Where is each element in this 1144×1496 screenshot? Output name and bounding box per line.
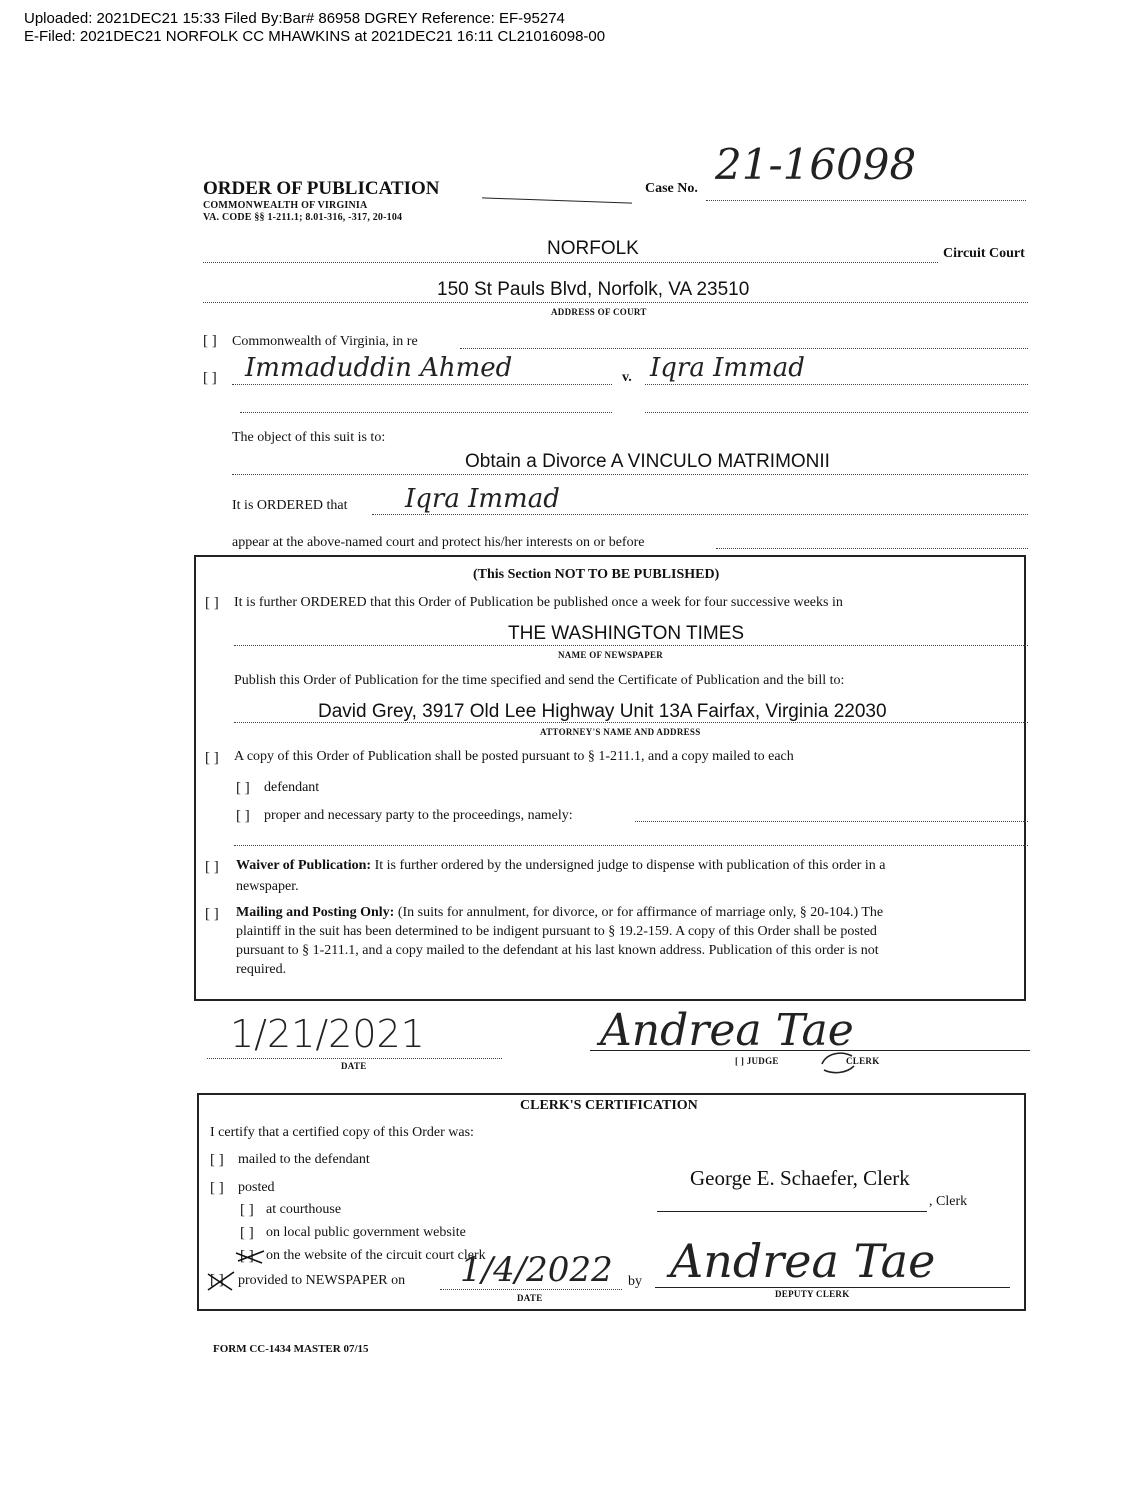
newspaper-checkbox[interactable]: [ ] <box>210 1272 224 1288</box>
clerk-checkmark <box>818 1048 858 1076</box>
provided-date: 1/4/2022 <box>460 1250 613 1290</box>
defendant-name: Iqra Immad <box>650 353 805 383</box>
publish-checkbox[interactable]: [ ] <box>205 595 219 611</box>
local-site-checkbox[interactable]: [ ] <box>240 1225 254 1241</box>
defendant-option: defendant <box>264 780 320 795</box>
suit-object: Obtain a Divorce A VINCULO MATRIMONII <box>465 451 830 472</box>
judge-caption: [ ] JUDGE <box>735 1056 779 1066</box>
section-heading: (This Section NOT TO BE PUBLISHED) <box>473 567 720 582</box>
local-site-option: on local public government website <box>266 1225 466 1240</box>
form-code: VA. CODE §§ 1-211.1; 8.01-316, -317, 20-104 <box>203 212 403 223</box>
plaintiff-line-2 <box>240 412 612 413</box>
case-no-line <box>706 200 1026 201</box>
clerk-suffix: , Clerk <box>929 1194 968 1209</box>
mailing-checkbox[interactable]: [ ] <box>205 906 219 922</box>
ordered-label: It is ORDERED that <box>232 498 348 513</box>
order-date: 1/21/2021 <box>230 1012 425 1056</box>
court-address-caption: ADDRESS OF COURT <box>551 307 647 317</box>
by-label: by <box>628 1274 642 1289</box>
cert-posted-checkbox[interactable]: [ ] <box>210 1180 224 1196</box>
deputy-caption: DEPUTY CLERK <box>775 1289 850 1299</box>
defendant-checkbox[interactable]: [ ] <box>236 780 250 796</box>
clerk-caption: CLERK <box>846 1056 880 1066</box>
ordered-party: Iqra Immad <box>405 484 560 514</box>
inre-line <box>460 348 1028 349</box>
circuit-site-checkbox[interactable]: [ ] <box>240 1248 254 1264</box>
newspaper-name: THE WASHINGTON TIMES <box>508 623 745 644</box>
bill-text: Publish this Order of Publication for the time specified and send the Certificate of Publication and the bill to: <box>234 673 845 688</box>
provided-date-caption: DATE <box>517 1293 543 1303</box>
newspaper-option: provided to NEWSPAPER on <box>238 1273 406 1288</box>
judge-signature: Andrea Tae <box>600 1005 854 1056</box>
party-line-2 <box>234 845 1028 846</box>
mailing-text-2: plaintiff in the suit has been determined to be indigent pursuant to § 19.2-159. A copy of this Order shall be posted <box>236 924 877 939</box>
mailing-text-4: required. <box>236 962 287 977</box>
commonwealth-checkbox[interactable]: [ ] <box>203 333 217 349</box>
order-date-line <box>207 1058 502 1059</box>
clerk-name: George E. Schaefer, Clerk <box>690 1166 910 1190</box>
mailing-paragraph <box>236 905 1016 921</box>
defendant-line <box>645 384 1028 385</box>
deputy-signature: Andrea Tae <box>670 1234 936 1288</box>
efiled-line: E-Filed: 2021DEC21 NORFOLK CC MHAWKINS at 2021DEC21 16:11 CL21016098-00 <box>24 28 606 45</box>
judge-signature-line <box>590 1050 1030 1051</box>
waiver-text: It is further ordered by the undersigned judge to dispense with publication of this order in a <box>374 858 886 873</box>
appear-text: appear at the above-named court and protect his/her interests on or before <box>232 535 645 550</box>
provided-date-line <box>440 1289 622 1290</box>
cert-posted-option: posted <box>238 1180 275 1195</box>
versus: v. <box>622 370 632 385</box>
clerk-name-line <box>657 1211 927 1212</box>
posted-text: A copy of this Order of Publication shall be posted pursuant to § 1-211.1, and a copy mailed to each <box>234 749 794 764</box>
circuit-site-checkmark <box>232 1245 268 1269</box>
courthouse-option: at courthouse <box>266 1202 342 1217</box>
court-name: NORFOLK <box>547 238 639 259</box>
attorney-line <box>234 722 1028 723</box>
waiver-text-2: newspaper. <box>236 879 299 894</box>
certification-intro: I certify that a certified copy of this Order was: <box>210 1125 474 1140</box>
mailed-option: mailed to the defendant <box>238 1152 370 1167</box>
party-line <box>635 821 1028 822</box>
party-option: proper and necessary party to the proceedings, namely: <box>264 808 573 823</box>
newspaper-line <box>234 645 1028 646</box>
object-label: The object of this suit is to: <box>232 430 386 445</box>
title-rule <box>482 197 632 203</box>
plaintiff-line <box>232 384 612 385</box>
mailed-checkbox[interactable]: [ ] <box>210 1152 224 1168</box>
certification-heading: CLERK'S CERTIFICATION <box>520 1098 698 1113</box>
uploaded-line: Uploaded: 2021DEC21 15:33 Filed By:Bar# 86958 DGREY Reference: EF-95274 <box>24 10 565 27</box>
commonwealth-label: Commonwealth of Virginia, in re <box>232 334 418 349</box>
form-subtitle: COMMONWEALTH OF VIRGINIA <box>203 200 368 211</box>
case-no-label: Case No. <box>645 181 698 196</box>
waiver-paragraph <box>236 858 885 874</box>
object-line <box>232 474 1028 475</box>
courthouse-checkbox[interactable]: [ ] <box>240 1202 254 1218</box>
circuit-site-option: on the website of the circuit court clerk <box>266 1248 486 1263</box>
defendant-line-2 <box>645 412 1028 413</box>
order-date-caption: DATE <box>341 1061 367 1071</box>
newspaper-checkmark <box>204 1268 238 1294</box>
attorney-caption: ATTORNEY'S NAME AND ADDRESS <box>540 727 701 737</box>
posted-checkbox[interactable]: [ ] <box>205 750 219 766</box>
deputy-signature-line <box>655 1287 1010 1288</box>
ordered-line <box>372 514 1028 515</box>
mailing-label: Mailing and Posting Only: <box>236 905 395 920</box>
waiver-label: Waiver of Publication: <box>236 858 372 873</box>
court-line <box>203 262 938 263</box>
form-title: ORDER OF PUBLICATION <box>203 178 440 199</box>
parties-checkbox[interactable]: [ ] <box>203 370 217 386</box>
mailing-text-3: pursuant to § 1-211.1, and a copy mailed to the defendant at his last known address. Publication of this order is not <box>236 943 879 958</box>
plaintiff-name: Immaduddin Ahmed <box>245 353 513 383</box>
publish-text: It is further ORDERED that this Order of Publication be published once a week for four successive weeks in <box>234 595 843 610</box>
waiver-checkbox[interactable]: [ ] <box>205 859 219 875</box>
court-address: 150 St Pauls Blvd, Norfolk, VA 23510 <box>437 279 750 300</box>
party-checkbox[interactable]: [ ] <box>236 808 250 824</box>
court-suffix: Circuit Court <box>943 246 1025 261</box>
form-footer: FORM CC-1434 MASTER 07/15 <box>213 1343 369 1355</box>
mailing-text-1: (In suits for annulment, for divorce, or for affirmance of marriage only, § 20-104.) The <box>397 905 884 920</box>
address-line <box>203 302 1028 303</box>
newspaper-caption: NAME OF NEWSPAPER <box>558 650 664 660</box>
attorney-address: David Grey, 3917 Old Lee Highway Unit 13A Fairfax, Virginia 22030 <box>318 701 887 722</box>
appear-line <box>716 548 1028 549</box>
case-number: 21-16098 <box>715 140 917 189</box>
